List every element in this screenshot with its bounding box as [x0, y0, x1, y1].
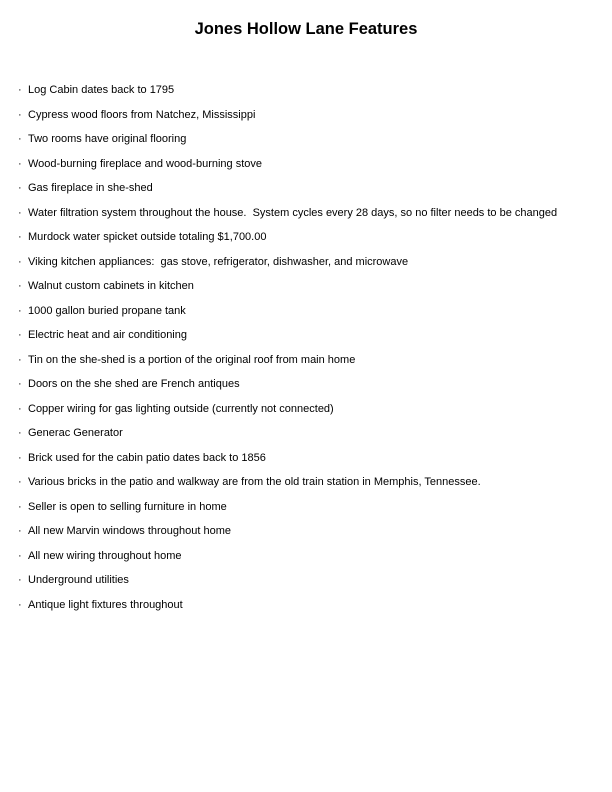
- list-item: [18, 182, 598, 207]
- bullet-icon: ·: [18, 378, 22, 390]
- bullet-icon: ·: [18, 476, 22, 488]
- list-item-text: Various bricks in the patio and walkway are from the old train station in Memphis, Tennessee.: [28, 476, 481, 488]
- list-item: [18, 158, 598, 183]
- list-item: [18, 476, 598, 501]
- list-item-text: Doors on the she shed are French antiques: [28, 378, 240, 390]
- list-item: [18, 525, 598, 550]
- list-item-text: Viking kitchen appliances: gas stove, refrigerator, dishwasher, and microwave: [28, 255, 409, 268]
- bullet-icon: ·: [18, 598, 22, 611]
- list-item: [18, 280, 598, 305]
- list-item-text: Generac Generator: [28, 427, 123, 439]
- list-item-text: Two rooms have original flooring: [28, 133, 187, 145]
- page-title: Jones Hollow Lane Features: [194, 20, 418, 38]
- bullet-icon: ·: [18, 451, 22, 464]
- list-item: [18, 574, 598, 599]
- list-item-text: Brick used for the cabin patio dates back to 1856: [28, 451, 266, 464]
- list-item: [18, 133, 598, 158]
- bullet-icon: ·: [18, 304, 22, 317]
- bullet-icon: ·: [18, 182, 22, 194]
- list-item: [18, 501, 598, 526]
- list-item: [18, 305, 598, 330]
- list-item: [18, 403, 598, 428]
- list-item-text: Walnut custom cabinets in kitchen: [28, 280, 194, 292]
- list-item: [18, 207, 598, 232]
- bullet-icon: ·: [18, 500, 22, 513]
- list-item-text: All new wiring throughout home: [28, 549, 182, 562]
- list-item: [18, 550, 598, 575]
- list-item: [18, 231, 598, 256]
- list-item-text: All new Marvin windows throughout home: [28, 525, 231, 537]
- list-item-text: Cypress wood floors from Natchez, Mississippi: [28, 108, 256, 121]
- list-item-text: Log Cabin dates back to 1795: [28, 84, 175, 96]
- list-item: [18, 256, 598, 281]
- bullet-icon: ·: [18, 231, 22, 243]
- features-list: [18, 84, 598, 623]
- bullet-icon: ·: [18, 574, 22, 586]
- list-item: [18, 378, 598, 403]
- bullet-icon: ·: [18, 255, 22, 268]
- list-item-text: Underground utilities: [28, 574, 129, 586]
- bullet-icon: ·: [18, 329, 22, 341]
- list-item-text: Antique light fixtures throughout: [28, 598, 183, 611]
- list-item: [18, 427, 598, 452]
- list-item-text: Water filtration system throughout the house. System cycles every 28 days, so no filter needs to be changed: [28, 206, 558, 219]
- list-item-text: Seller is open to selling furniture in home: [28, 500, 227, 513]
- bullet-icon: ·: [18, 206, 22, 219]
- list-item-text: Electric heat and air conditioning: [28, 329, 187, 341]
- bullet-icon: ·: [18, 84, 22, 96]
- list-item: [18, 109, 598, 134]
- list-item-text: Murdock water spicket outside totaling $1,700.00: [28, 231, 267, 243]
- list-item: [18, 329, 598, 354]
- list-item-text: Wood-burning fireplace and wood-burning stove: [28, 157, 262, 170]
- list-item-text: Copper wiring for gas lighting outside (currently not connected): [28, 402, 334, 415]
- list-item: [18, 84, 598, 109]
- bullet-icon: ·: [18, 108, 22, 121]
- list-item: [18, 354, 598, 379]
- list-item-text: Gas fireplace in she-shed: [28, 182, 153, 194]
- bullet-icon: ·: [18, 549, 22, 562]
- bullet-icon: ·: [18, 402, 22, 415]
- list-item: [18, 599, 598, 624]
- list-item-text: 1000 gallon buried propane tank: [28, 304, 186, 317]
- bullet-icon: ·: [18, 133, 22, 145]
- bullet-icon: ·: [18, 525, 22, 537]
- bullet-icon: ·: [18, 280, 22, 292]
- bullet-icon: ·: [18, 157, 22, 170]
- list-item-text: Tin on the she-shed is a portion of the original roof from main home: [28, 353, 356, 366]
- bullet-icon: ·: [18, 427, 22, 439]
- bullet-icon: ·: [18, 353, 22, 366]
- list-item: [18, 452, 598, 477]
